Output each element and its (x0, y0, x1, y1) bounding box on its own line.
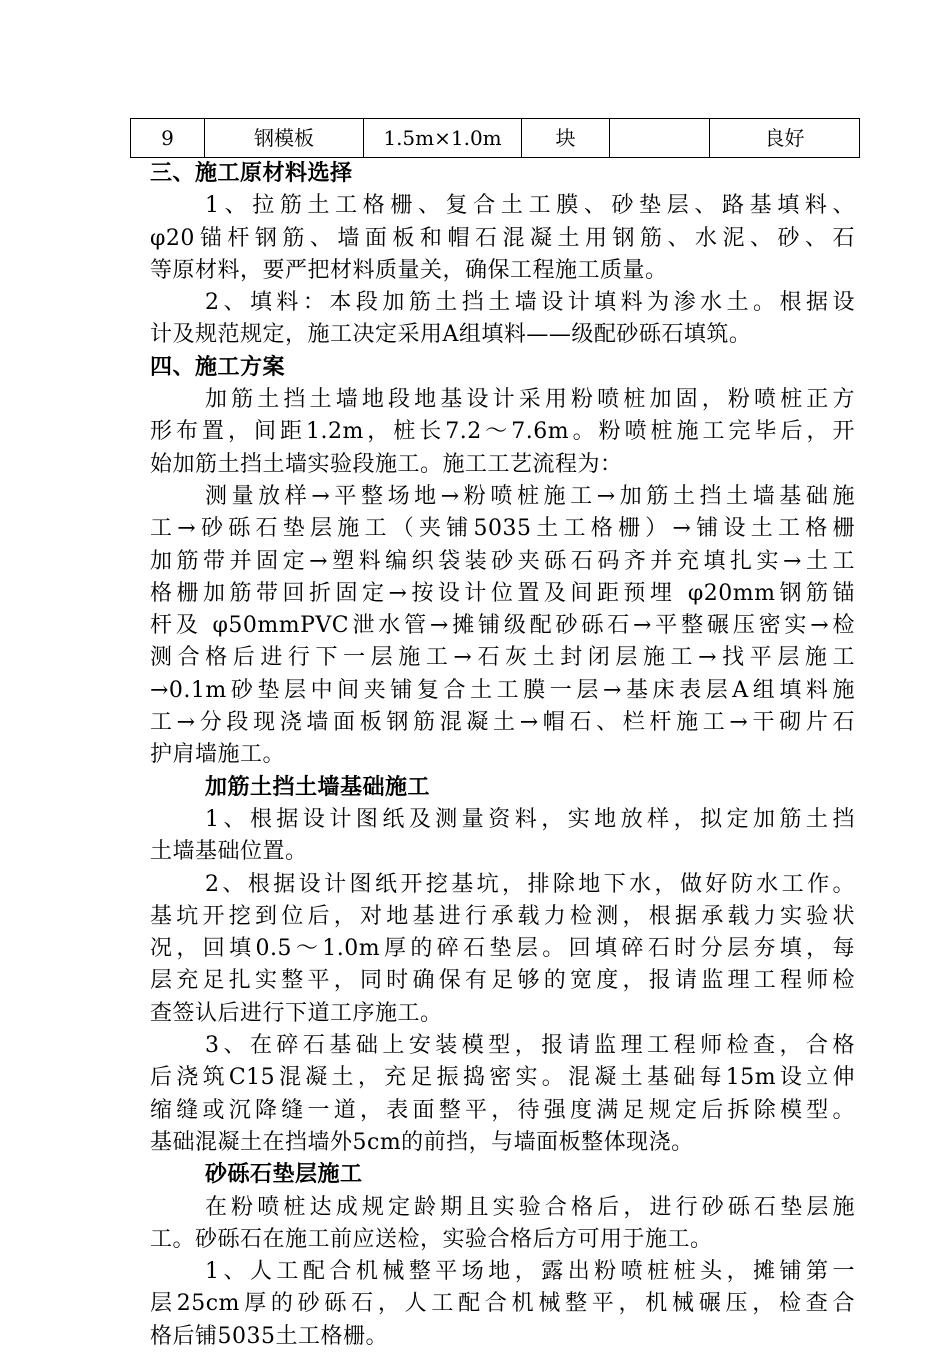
text-line: 1、根据设计图纸及测量资料，实地放样，拟定加筋土挡 (205, 806, 855, 832)
text-line: 后浇筑C15混凝土，充足振捣密实。混凝土基础每15m设立伸 (150, 1065, 855, 1091)
text-line: φ20锚杆钢筋、墙面板和帽石混凝土用钢筋、水泥、砂、石 (150, 225, 855, 251)
cell-unit: 块 (522, 119, 610, 158)
table-row (131, 119, 860, 158)
text-line: 工→砂砾石垫层施工（夹铺5035土工格栅）→铺设土工格栅 (150, 516, 855, 542)
text-line: 层25cm厚的砂砾石，人工配合机械整平，机械碾压，检查合 (150, 1291, 855, 1317)
text-line: 测量放样→平整场地→粉喷桩施工→加筋土挡土墙基础施 (205, 483, 855, 509)
text-line: 1、人工配合机械整平场地，露出粉喷桩桩头，摊铺第一 (205, 1259, 855, 1285)
cell-spec: 1.5m×1.0m (364, 119, 522, 158)
text-line: 计及规范规定，施工决定采用A组填料——级配砂砾石填筑。 (150, 322, 752, 348)
text-line: 杆及 φ50mmPVC泄水管→摊铺级配砂砾石→平整碾压密实→检 (150, 613, 855, 639)
text-line: 1、拉筋土工格栅、复合土工膜、砂垫层、路基填料、 (205, 193, 855, 219)
text-line: 等原材料，要严把材料质量关，确保工程施工质量。 (150, 257, 668, 283)
subsection-heading: 砂砾石垫层施工 (205, 1162, 363, 1188)
document-body (150, 158, 855, 1353)
text-line: 护肩墙施工。 (150, 742, 286, 768)
text-line: 测合格后进行下一层施工→石灰土封闭层施工→找平层施工 (150, 645, 855, 671)
text-line: 形布置，间距1.2m，桩长7.2～7.6m。粉喷桩施工完毕后，开 (150, 419, 855, 445)
subsection-heading: 加筋土挡土墙基础施工 (205, 774, 431, 800)
text-line: 加筋土挡土墙地段地基设计采用粉喷桩加固，粉喷桩正方 (205, 387, 855, 413)
text-line: 2、根据设计图纸开挖基坑，排除地下水，做好防水工作。 (205, 871, 855, 897)
section-heading: 三、施工原材料选择 (150, 161, 353, 186)
text-line: 3、在碎石基础上安装模型，报请监理工程师检查，合格 (205, 1033, 855, 1059)
text-line: 工。砂砾石在施工前应送检，实验合格后方可用于施工。 (150, 1226, 713, 1252)
text-line: →0.1m砂垫层中间夹铺复合土工膜一层→基床表层A组填料施 (150, 677, 855, 703)
text-line: 加筋带并固定→塑料编织袋装砂夹砾石码齐并充填扎实→土工 (150, 548, 855, 574)
text-line: 土墙基础位置。 (150, 839, 308, 865)
text-line: 层充足扎实整平，同时确保有足够的宽度，报请监理工程师检 (150, 968, 855, 994)
text-line: 始加筋土挡土墙实验段施工。施工工艺流程为： (150, 451, 623, 477)
text-line: 基础混凝土在挡墙外5cm的前挡，与墙面板整体现浇。 (150, 1129, 694, 1155)
text-line: 查签认后进行下道工序施工。 (150, 1000, 443, 1026)
text-line: 况，回填0.5～1.0m厚的碎石垫层。回填碎石时分层夯填，每 (150, 936, 855, 962)
text-line: 工→分段现浇墙面板钢筋混凝土→帽石、栏杆施工→干砌片石 (150, 710, 855, 736)
cell-status: 良好 (710, 119, 860, 158)
section-heading: 四、施工方案 (150, 354, 286, 380)
cell-qty (610, 119, 710, 158)
text-line: 在粉喷桩达成规定龄期且实验合格后，进行砂砾石垫层施 (205, 1194, 855, 1220)
text-line: 基坑开挖到位后，对地基进行承载力检测，根据承载力实验状 (150, 903, 855, 929)
cell-name: 钢模板 (205, 119, 364, 158)
text-line: 格后铺5035土工格栅。 (150, 1323, 388, 1349)
text-line: 缩缝或沉降缝一道，表面整平，待强度满足规定后拆除模型。 (150, 1097, 855, 1123)
equipment-table (130, 118, 860, 158)
text-line: 2、填料：本段加筋土挡土墙设计填料为渗水土。根据设 (205, 290, 855, 316)
text-line: 格栅加筋带回折固定→按设计位置及间距预埋 φ20mm钢筋锚 (150, 580, 855, 606)
cell-no: 9 (131, 119, 205, 158)
